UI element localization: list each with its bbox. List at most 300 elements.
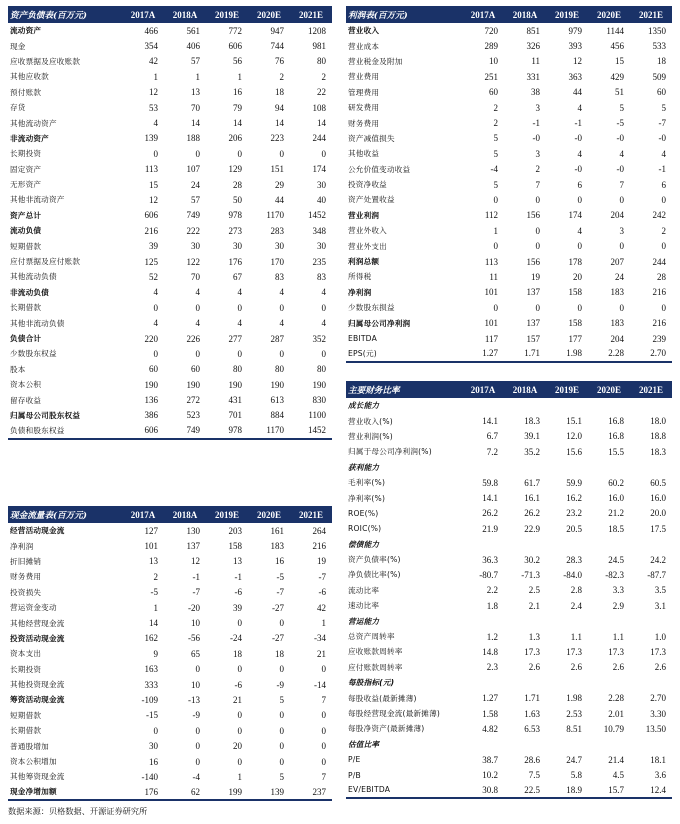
cell-value: -1 xyxy=(192,571,200,582)
cell-value: 14 xyxy=(275,118,284,129)
cell-value: 2.28 xyxy=(608,693,624,704)
cell-value: 183 xyxy=(610,287,624,298)
cell-value: 242 xyxy=(652,210,666,221)
cell-value: -0 xyxy=(616,133,624,144)
cell-value: 101 xyxy=(484,318,498,329)
cell-value: 0 xyxy=(237,664,242,675)
cell-value: 125 xyxy=(144,256,158,267)
cell-value: 2 xyxy=(493,102,498,113)
cell-value: 14.8 xyxy=(482,646,498,657)
cell-value: 1 xyxy=(493,225,498,236)
cell-value: 3 xyxy=(535,148,540,159)
cell-value: 14.1 xyxy=(482,493,498,504)
table-row xyxy=(346,675,672,690)
row-label: 速动比率 xyxy=(348,601,380,611)
cell-value: 4 xyxy=(153,287,158,298)
cell-value: 28.6 xyxy=(524,754,540,765)
table-row xyxy=(346,644,672,659)
table-row xyxy=(8,554,332,569)
cell-value: 0 xyxy=(237,302,242,313)
cell-value: 15.7 xyxy=(588,783,630,798)
row-label: EV/EBITDA xyxy=(346,783,462,798)
table-row xyxy=(346,598,672,613)
table-row xyxy=(346,254,672,269)
cell-value xyxy=(546,398,588,413)
cell-value: 0 xyxy=(493,302,498,313)
table-row xyxy=(346,115,672,130)
table-row xyxy=(8,269,332,284)
cell-value: 28.3 xyxy=(566,554,582,565)
cell-value: 188 xyxy=(186,133,200,144)
cell-value: 16.2 xyxy=(566,493,582,504)
row-label: 长期投资 xyxy=(10,664,42,674)
cell-value: 4 xyxy=(577,102,582,113)
cell-value: 139 xyxy=(144,133,158,144)
cell-value: 851 xyxy=(526,25,540,36)
table-row xyxy=(8,223,332,238)
cell-value: 30 xyxy=(317,179,326,190)
cell-value: 156 xyxy=(526,210,540,221)
cell-value: 1.0 xyxy=(654,631,666,642)
cell-value: 352 xyxy=(312,333,326,344)
cell-value xyxy=(504,398,546,413)
cell-value: 431 xyxy=(228,395,242,406)
row-label: EBITDA xyxy=(348,334,377,343)
cell-value: 386 xyxy=(144,410,158,421)
row-label: 非流动负债 xyxy=(10,287,49,297)
cell-value: 14 xyxy=(149,618,158,629)
cell-value: 6.7 xyxy=(486,431,498,442)
cell-value: 1.1 xyxy=(612,631,624,642)
table-row xyxy=(346,583,672,598)
year-header: 2020E xyxy=(588,6,630,23)
cell-value: 3.6 xyxy=(654,770,666,781)
cell-value: 0 xyxy=(237,756,242,767)
cell-value xyxy=(504,460,546,475)
cell-value: -6 xyxy=(234,679,242,690)
cell-value: 30 xyxy=(149,741,158,752)
row-label: 无形资产 xyxy=(10,180,42,190)
row-label: 短期借款 xyxy=(10,241,42,251)
cell-value: 2.8 xyxy=(570,585,582,596)
cell-value: -5 xyxy=(616,118,624,129)
row-label: 偿债能力 xyxy=(348,539,380,549)
cell-value: 5 xyxy=(279,694,284,705)
row-label: 管理费用 xyxy=(348,87,380,97)
cell-value: 39 xyxy=(233,602,242,613)
row-label: 长期借款 xyxy=(10,303,42,313)
year-header: 2021E xyxy=(290,6,332,23)
cell-value: 0 xyxy=(577,194,582,205)
cell-value: 139 xyxy=(248,785,290,800)
cell-value: 17.3 xyxy=(608,646,624,657)
cell-value: 4 xyxy=(153,318,158,329)
cell-value: 4 xyxy=(321,287,326,298)
table-row xyxy=(8,69,332,84)
cell-value: 129 xyxy=(228,164,242,175)
cell-value: 190 xyxy=(270,379,284,390)
cell-value: 12 xyxy=(149,194,158,205)
cell-value: 363 xyxy=(568,71,582,82)
row-label: 利润总额 xyxy=(348,257,380,267)
table-row xyxy=(346,223,672,238)
cell-value: 157 xyxy=(526,333,540,344)
table-row xyxy=(8,769,332,784)
table-row xyxy=(346,721,672,736)
cell-value: 5 xyxy=(279,771,284,782)
cell-value: 4 xyxy=(279,287,284,298)
cell-value: -0 xyxy=(532,133,540,144)
cell-value: 18 xyxy=(275,648,284,659)
row-label: 少数股东损益 xyxy=(348,303,395,313)
row-label: 投资净收益 xyxy=(348,180,387,190)
row-label: 流动比率 xyxy=(348,585,380,595)
cell-value: 7 xyxy=(619,179,624,190)
cell-value: 174 xyxy=(568,210,582,221)
table-row xyxy=(346,444,672,459)
cell-value: 4 xyxy=(619,148,624,159)
cell-value: 1 xyxy=(153,71,158,82)
cell-value: 5 xyxy=(493,179,498,190)
cell-value: 16.8 xyxy=(608,431,624,442)
cell-value: 28 xyxy=(657,271,666,282)
cell-value: 16 xyxy=(233,87,242,98)
table-row xyxy=(346,398,672,413)
table-row xyxy=(346,629,672,644)
table-row xyxy=(346,475,672,490)
cell-value xyxy=(630,460,672,475)
cell-value: 10.79 xyxy=(603,723,624,734)
row-label: 负债合计 xyxy=(10,334,42,343)
table-row xyxy=(346,490,672,505)
table-row xyxy=(8,285,332,300)
cell-value: 2.6 xyxy=(528,662,540,673)
year-header: 2020E xyxy=(588,381,630,398)
cell-value: 127 xyxy=(144,525,158,536)
cell-value: 101 xyxy=(144,541,158,552)
table-row xyxy=(346,69,672,84)
cell-value: 277 xyxy=(228,333,242,344)
cell-value: 38.7 xyxy=(482,754,498,765)
cell-value: 4 xyxy=(279,318,284,329)
table-row xyxy=(8,254,332,269)
cell-value: 70 xyxy=(191,271,200,282)
cell-value: 16 xyxy=(275,556,284,567)
table-row xyxy=(346,690,672,705)
cell-value: 1 xyxy=(153,602,158,613)
row-label: 财务费用 xyxy=(10,572,42,582)
cell-value: 0 xyxy=(321,725,326,736)
cell-value: 18.9 xyxy=(546,783,588,798)
table-row xyxy=(8,738,332,753)
year-header: 2019E xyxy=(546,381,588,398)
cell-value: 18.1 xyxy=(650,754,666,765)
cell-value: 44 xyxy=(275,194,284,205)
cell-value: 6 xyxy=(577,179,582,190)
cell-value: 56 xyxy=(233,56,242,67)
cell-value: 2.6 xyxy=(654,662,666,673)
cell-value: 7.5 xyxy=(528,770,540,781)
row-label: 营业外收入 xyxy=(348,226,387,236)
cell-value: 3.1 xyxy=(654,600,666,611)
table-row xyxy=(8,300,332,315)
table-row xyxy=(346,460,672,475)
table-row xyxy=(8,362,332,377)
table-row xyxy=(8,315,332,330)
year-header: 2017A xyxy=(462,381,504,398)
cell-value: 0 xyxy=(321,741,326,752)
cell-value: 523 xyxy=(186,410,200,421)
cell-value: 23.2 xyxy=(566,508,582,519)
cell-value: 0 xyxy=(321,148,326,159)
cell-value: 1 xyxy=(237,771,242,782)
cell-value: 161 xyxy=(270,525,284,536)
cell-value: 1350 xyxy=(648,25,666,36)
cell-value: 15.6 xyxy=(566,446,582,457)
table-row xyxy=(8,331,332,346)
cell-value: -14 xyxy=(314,679,326,690)
cell-value: 94 xyxy=(275,102,284,113)
cell-value: 83 xyxy=(317,271,326,282)
row-label: P/B xyxy=(348,770,361,780)
cell-value: 0 xyxy=(321,756,326,767)
balance-sheet-title: 资产负债表(百万元) xyxy=(8,6,122,23)
table-row xyxy=(346,192,672,207)
cell-value: 533 xyxy=(652,41,666,52)
cell-value: 30.8 xyxy=(462,783,504,798)
cell-value: 509 xyxy=(652,71,666,82)
year-header: 2019E xyxy=(546,6,588,23)
cell-value: 1.58 xyxy=(482,708,498,719)
cell-value: 613 xyxy=(270,395,284,406)
table-row xyxy=(8,646,332,661)
cell-value: 26.2 xyxy=(482,508,498,519)
year-header: 2018A xyxy=(164,6,206,23)
cell-value: 40 xyxy=(317,194,326,205)
cell-value: 0 xyxy=(279,618,284,629)
table-row xyxy=(8,692,332,707)
row-label: 资本支出 xyxy=(10,649,42,659)
table-row xyxy=(346,315,672,330)
cell-value: 21.9 xyxy=(482,523,498,534)
table-row xyxy=(8,538,332,553)
cell-value: 20 xyxy=(233,741,242,752)
row-label: 普通股增加 xyxy=(10,741,49,751)
cell-value: 4 xyxy=(321,318,326,329)
cell-value: 0 xyxy=(493,194,498,205)
cell-value: 2.6 xyxy=(570,662,582,673)
cell-value: 0 xyxy=(661,302,666,313)
cell-value: -71.3 xyxy=(521,569,540,580)
cell-value: 24.7 xyxy=(566,754,582,765)
cell-value: 17.3 xyxy=(650,646,666,657)
cell-value: 0 xyxy=(535,225,540,236)
row-label: 其他应收款 xyxy=(10,72,49,82)
cell-value: 60 xyxy=(489,87,498,98)
row-label: 应收票据及应收账款 xyxy=(10,56,81,66)
cell-value xyxy=(462,398,504,413)
row-label: 所得税 xyxy=(348,272,372,282)
cell-value: 44 xyxy=(573,87,582,98)
cell-value: 348 xyxy=(312,225,326,236)
cell-value: 30.2 xyxy=(524,554,540,565)
cell-value: 0 xyxy=(661,194,666,205)
table-row xyxy=(8,569,332,584)
cell-value: 289 xyxy=(484,41,498,52)
cell-value: 2 xyxy=(535,164,540,175)
row-label: 获利能力 xyxy=(348,462,380,472)
cell-value: -1 xyxy=(532,118,540,129)
cell-value: -7 xyxy=(658,118,666,129)
table-row xyxy=(346,85,672,100)
cell-value: 6.53 xyxy=(524,723,540,734)
cell-value: -4 xyxy=(490,164,498,175)
cell-value: 26.2 xyxy=(524,508,540,519)
cell-value: 18 xyxy=(657,56,666,67)
cell-value: 216 xyxy=(144,225,158,236)
year-header: 2017A xyxy=(122,506,164,523)
row-label: 营业收入 xyxy=(348,26,380,36)
cell-value: 0 xyxy=(535,241,540,252)
table-row xyxy=(8,600,332,615)
cell-value xyxy=(504,737,546,752)
cell-value: -1 xyxy=(574,118,582,129)
table-row xyxy=(346,613,672,628)
cell-value: 2.9 xyxy=(612,600,624,611)
table-row xyxy=(346,537,672,552)
cell-value: 1.98 xyxy=(546,346,588,361)
row-label: 营运资金变动 xyxy=(10,603,57,613)
cell-value: 1 xyxy=(195,71,200,82)
cell-value: 244 xyxy=(652,256,666,267)
cell-value: 19 xyxy=(317,556,326,567)
row-label: 应收账款周转率 xyxy=(348,647,403,657)
cell-value: 12.0 xyxy=(566,431,582,442)
cell-value xyxy=(504,675,546,690)
cell-value: 287 xyxy=(270,333,284,344)
cell-value: 30 xyxy=(233,241,242,252)
table-row xyxy=(346,131,672,146)
cell-value: 0 xyxy=(321,710,326,721)
cell-value: 283 xyxy=(270,225,284,236)
table-row xyxy=(346,521,672,536)
row-label: P/E xyxy=(348,755,361,765)
cell-value: 216 xyxy=(652,287,666,298)
table-row xyxy=(8,585,332,600)
row-label: 营业成本 xyxy=(348,41,380,51)
cell-value: 13 xyxy=(233,556,242,567)
cell-value: 62 xyxy=(164,785,206,800)
row-label: 每股经营现金流(最新摊薄) xyxy=(348,709,441,718)
cell-value: 83 xyxy=(275,271,284,282)
cell-value: 1208 xyxy=(308,25,326,36)
table-row xyxy=(346,706,672,721)
cell-value: 0 xyxy=(321,302,326,313)
cell-value: 0 xyxy=(279,348,284,359)
cell-value: 113 xyxy=(484,256,498,267)
cell-value: 1.71 xyxy=(524,693,540,704)
cell-value: 0 xyxy=(153,148,158,159)
cell-value: 80 xyxy=(275,364,284,375)
cell-value: 15 xyxy=(615,56,624,67)
table-row xyxy=(346,752,672,767)
cell-value: 16.1 xyxy=(524,493,540,504)
cell-value: 53 xyxy=(149,102,158,113)
cell-value: 0 xyxy=(279,302,284,313)
cell-value: 354 xyxy=(144,41,158,52)
cell-value: 0 xyxy=(195,725,200,736)
cell-value: 117 xyxy=(484,333,498,344)
table-row xyxy=(346,54,672,69)
cell-value: 1144 xyxy=(606,25,624,36)
row-label: 每股收益(最新摊薄) xyxy=(348,693,417,703)
cell-value: 30 xyxy=(275,241,284,252)
cell-value: 21 xyxy=(317,648,326,659)
cell-value: 24.2 xyxy=(650,554,666,565)
table-row xyxy=(8,423,332,438)
cell-value xyxy=(630,613,672,628)
row-label: 营业外支出 xyxy=(348,241,387,251)
cell-value: 14 xyxy=(317,118,326,129)
cell-value: 0 xyxy=(195,741,200,752)
cell-value: -80.7 xyxy=(479,569,498,580)
year-header: 2020E xyxy=(248,6,290,23)
cell-value: 176 xyxy=(122,785,164,800)
cell-value: 1.3 xyxy=(528,631,540,642)
balance-sheet-table xyxy=(8,6,332,440)
row-label: 归属母公司净利润 xyxy=(348,318,411,328)
table-row xyxy=(8,115,332,130)
cell-value: 222 xyxy=(186,225,200,236)
cell-value: 156 xyxy=(526,256,540,267)
cell-value: 51 xyxy=(615,87,624,98)
cell-value: 10 xyxy=(191,679,200,690)
income-statement-header xyxy=(346,6,672,23)
table-row xyxy=(346,38,672,53)
cell-value: 2 xyxy=(493,118,498,129)
row-label: 预付账款 xyxy=(10,87,42,97)
row-label: 长期投资 xyxy=(10,149,42,159)
cell-value: 2 xyxy=(321,71,326,82)
cell-value: 122 xyxy=(186,256,200,267)
cell-value: 10 xyxy=(191,618,200,629)
cell-value: 1 xyxy=(321,618,326,629)
cell-value: 76 xyxy=(275,56,284,67)
cell-value xyxy=(504,613,546,628)
cell-value: 406 xyxy=(186,41,200,52)
cell-value: 13.50 xyxy=(645,723,666,734)
cell-value: 1.1 xyxy=(570,631,582,642)
row-label: 其他收益 xyxy=(348,149,380,159)
cell-value: 220 xyxy=(144,333,158,344)
cell-value: 170 xyxy=(270,256,284,267)
cell-value: -4 xyxy=(192,771,200,782)
cell-value: 0 xyxy=(153,348,158,359)
cell-value: -0 xyxy=(658,133,666,144)
cell-value: 60 xyxy=(657,87,666,98)
cell-value: 12 xyxy=(149,87,158,98)
cell-value: 0 xyxy=(237,618,242,629)
cell-value: 561 xyxy=(186,25,200,36)
row-label: ROE(%) xyxy=(348,508,379,518)
cell-value: 60 xyxy=(149,364,158,375)
income-statement-table xyxy=(346,6,672,363)
table-row xyxy=(8,523,332,538)
cell-value: 10.2 xyxy=(482,770,498,781)
cell-value: 1170 xyxy=(266,210,284,221)
cell-value: 80 xyxy=(233,364,242,375)
cell-value: 24 xyxy=(615,271,624,282)
